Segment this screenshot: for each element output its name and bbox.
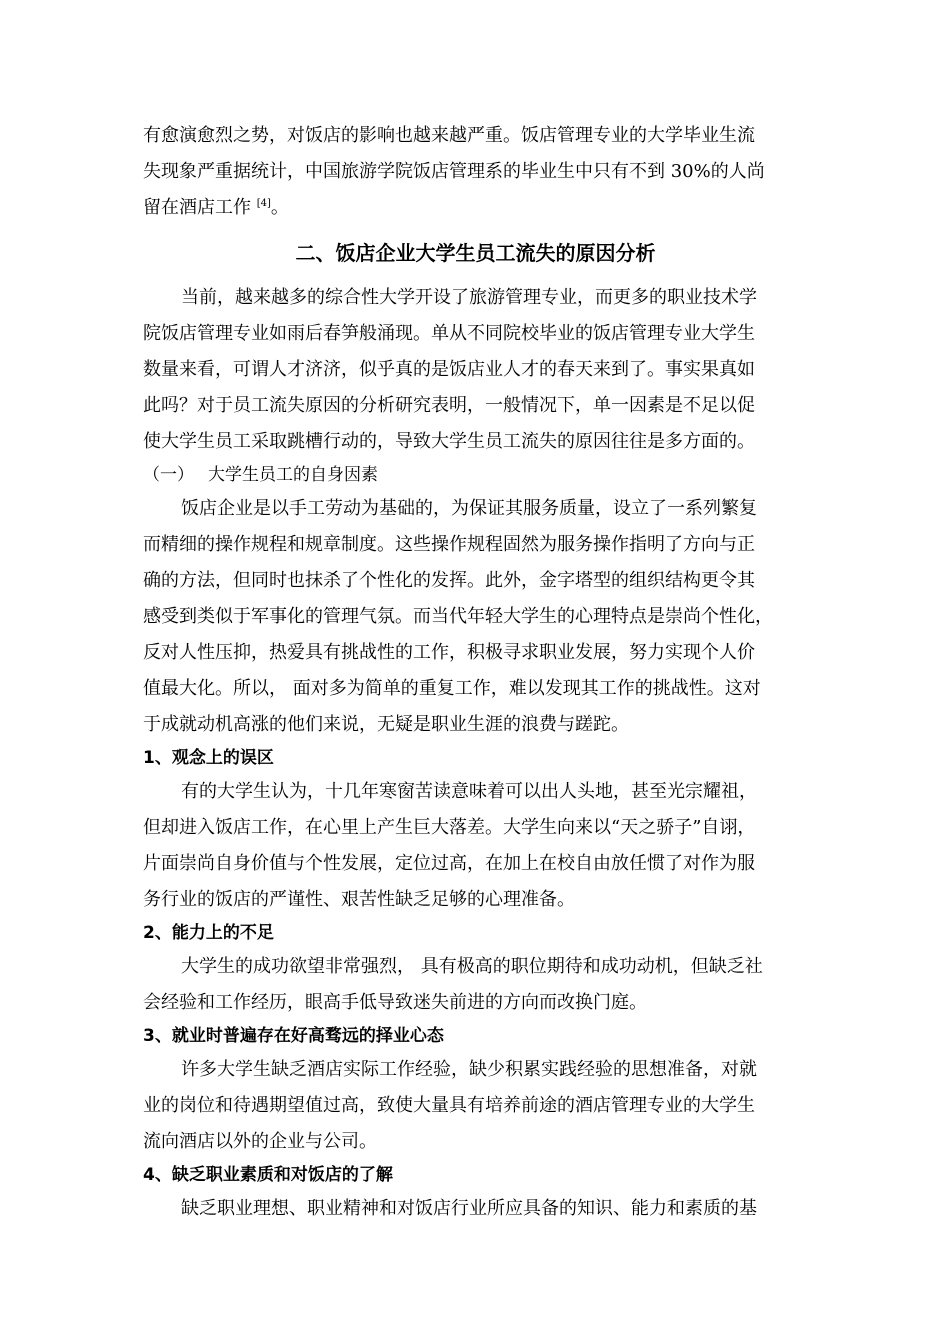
subsection-heading	[143, 460, 808, 491]
text-line: 反对人性压抑，热爱具有挑战性的工作，积极寻求职业发展，努力实现个人价	[143, 642, 755, 663]
heading-2: 2、能力上的不足	[143, 923, 274, 943]
paragraph	[143, 491, 808, 743]
text-line: 感受到类似于军事化的管理气氛。而当代年轻大学生的心理特点是崇尚个性化，	[143, 606, 773, 627]
text-line: 值最大化。所以， 面对多为简单的重复工作，难以发现其工作的挑战性。这对	[143, 678, 761, 699]
text-line: 此吗？对于员工流失原因的分析研究表明，一般情况下，单一因素是不足以促	[143, 395, 755, 416]
text-line: 有的大学生认为，十几年寒窗苦读意味着可以出人头地，甚至光宗耀祖，	[181, 781, 757, 802]
text-line: 于成就动机高涨的他们来说，无疑是职业生涯的浪费与蹉跎。	[143, 714, 629, 735]
text-line: 务行业的饭店的严谨性、艰苦性缺乏足够的心理准备。	[143, 889, 575, 910]
document-page	[143, 118, 808, 1227]
text-line: 数量来看，可谓人才济济，似乎真的是饭店业人才的春天来到了。事实果真如	[143, 359, 755, 380]
heading-4: 4、缺乏职业素质和对饭店的了解	[143, 1165, 393, 1185]
text-line: 会经验和工作经历，眼高手低导致迷失前进的方向而改换门庭。	[143, 992, 647, 1013]
subsection-title: 大学生员工的自身因素	[208, 465, 378, 485]
text-line: 片面崇尚自身价值与个性发展，定位过高，在加上在校自由放任惯了对作为服	[143, 853, 755, 874]
text-line: 许多大学生缺乏酒店实际工作经验，缺少积累实践经验的思想准备，对就	[181, 1059, 757, 1080]
text-line: 缺乏职业理想、职业精神和对饭店行业所应具备的知识、能力和素质的基	[181, 1198, 757, 1219]
text-line: 但却进入饭店工作，在心里上产生巨大落差。大学生向来以“天之骄子”自诩，	[143, 817, 756, 838]
text-line: 院饭店管理专业如雨后春笋般涌现。单从不同院校毕业的饭店管理专业大学生	[143, 323, 755, 344]
text-line: 大学生的成功欲望非常强烈， 具有极高的职位期待和成功动机，但缺乏社	[181, 956, 763, 977]
text-line: 确的方法，但同时也抹杀了个性化的发挥。此外，金字塔型的组织结构更令其	[143, 570, 755, 591]
paragraph	[143, 774, 808, 918]
text-line: 当前，越来越多的综合性大学开设了旅游管理专业，而更多的职业技术学	[181, 287, 757, 308]
intro-paragraph	[143, 118, 808, 226]
paragraph	[143, 280, 808, 460]
text-line: 饭店企业是以手工劳动为基础的，为保证其服务质量，设立了一系列繁复	[181, 498, 757, 519]
text-line: 使大学生员工采取跳槽行动的，导致大学生员工流失的原因往往是多方面的。	[143, 431, 755, 452]
heading-3: 3、就业时普遍存在好高骛远的择业心态	[143, 1026, 444, 1046]
text-line	[143, 190, 808, 226]
text-line: 流向酒店以外的企业与公司。	[143, 1131, 377, 1152]
paragraph	[143, 1191, 808, 1227]
text-line: 而精细的操作规程和规章制度。这些操作规程固然为服务操作指明了方向与正	[143, 534, 755, 555]
citation-ref[interactable]: [4]	[256, 198, 271, 209]
subsection-number: （一）	[143, 465, 194, 485]
paragraph	[143, 1052, 808, 1160]
text-fragment: 。	[270, 197, 289, 218]
paragraph	[143, 949, 808, 1021]
text-fragment: 留在酒店工作	[143, 197, 251, 218]
text-line: 失现象严重据统计，中国旅游学院饭店管理系的毕业生中只有不到 30%的人尚	[143, 161, 765, 182]
text-line: 有愈演愈烈之势，对饭店的影响也越来越严重。饭店管理专业的大学毕业生流	[143, 125, 755, 146]
text-line: 业的岗位和待遇期望值过高，致使大量具有培养前途的酒店管理专业的大学生	[143, 1095, 755, 1116]
heading-1: 1、观念上的误区	[143, 748, 274, 768]
section-title: 二、饭店企业大学生员工流失的原因分析	[295, 241, 656, 265]
